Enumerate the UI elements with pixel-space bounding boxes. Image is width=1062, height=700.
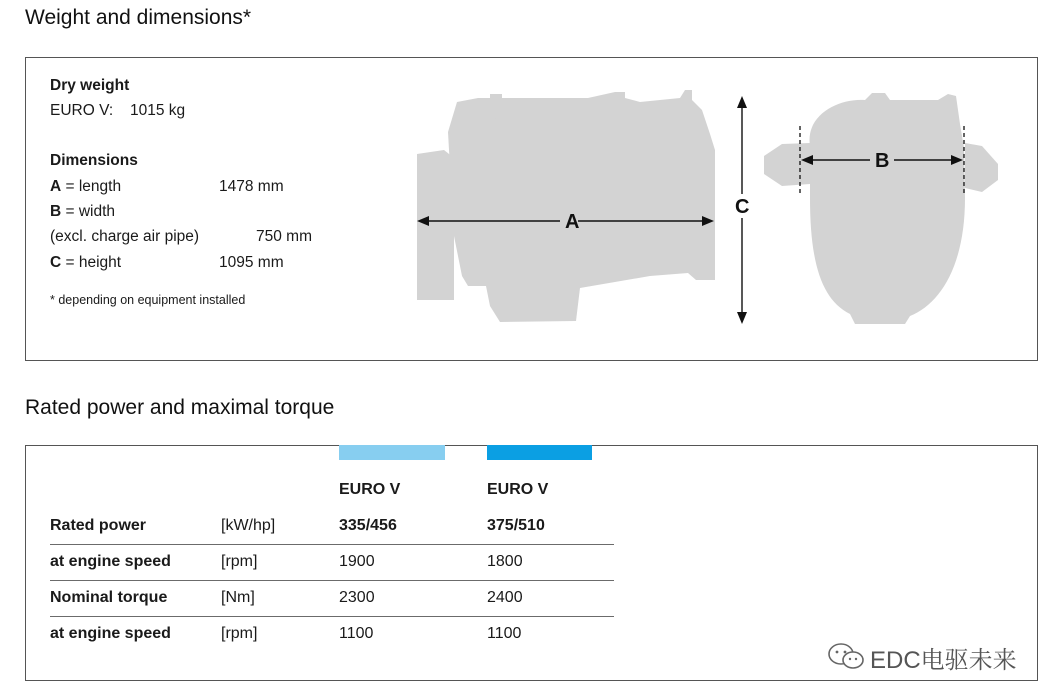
dimension-value-length: 1478 mm — [219, 178, 284, 195]
dimensions-heading: Dimensions — [50, 152, 138, 169]
row-label-rated-power: Rated power — [50, 517, 147, 534]
dry-weight-value: 1015 kg — [130, 102, 186, 119]
engine-front-view-diagram — [760, 88, 1000, 328]
row-divider — [50, 544, 614, 545]
dry-weight-heading: Dry weight — [50, 77, 130, 94]
engine-front-silhouette — [764, 93, 998, 324]
row-unit: [Nm] — [221, 589, 255, 606]
dimension-row-length — [50, 178, 121, 196]
dimension-text: = height — [61, 254, 122, 271]
dimension-key: B — [50, 203, 62, 220]
row-divider — [50, 616, 614, 617]
engine-side-view-diagram — [410, 88, 770, 328]
dry-weight-label: EURO V: — [50, 102, 114, 119]
watermark-text: EDC电驱未来 — [870, 647, 1017, 674]
row-value-col2: 1800 — [487, 553, 523, 570]
column-header-2: EURO V — [487, 481, 549, 498]
column-header-1: EURO V — [339, 481, 401, 498]
dimension-row-width — [50, 203, 115, 221]
row-label-nominal-torque: Nominal torque — [50, 589, 168, 606]
row-value-col2: 1100 — [487, 625, 522, 642]
arrowhead — [737, 312, 747, 324]
diagram-label-c: C — [735, 196, 750, 218]
engine-side-silhouette — [417, 90, 715, 322]
row-value-col1: 2300 — [339, 589, 375, 606]
row-value-col1: 1900 — [339, 553, 375, 570]
footnote: * depending on equipment installed — [50, 293, 246, 307]
row-unit: [rpm] — [221, 625, 258, 642]
row-unit: [rpm] — [221, 553, 258, 570]
dimension-key: C — [50, 254, 62, 271]
dimension-value-width: 750 mm — [256, 228, 312, 245]
wechat-icon — [826, 641, 868, 671]
row-label-engine-speed: at engine speed — [50, 553, 171, 570]
dimension-text: = length — [61, 178, 122, 195]
column-color-swatch-2 — [487, 445, 592, 460]
row-value-col1: 1100 — [339, 625, 374, 642]
row-value-col2: 375/510 — [487, 517, 545, 534]
power-section-title: Rated power and maximal torque — [25, 396, 335, 419]
dimension-text: = width — [61, 203, 116, 220]
row-value-col1: 335/456 — [339, 517, 397, 534]
row-value-col2: 2400 — [487, 589, 523, 606]
weight-section-title: Weight and dimensions* — [25, 6, 252, 29]
dimension-row-height — [50, 254, 121, 272]
dimension-value-height: 1095 mm — [219, 254, 284, 271]
row-unit: [kW/hp] — [221, 517, 276, 534]
row-label-engine-speed: at engine speed — [50, 625, 171, 642]
arrowhead — [737, 96, 747, 108]
diagram-label-a: A — [565, 211, 580, 233]
column-color-swatch-1 — [339, 445, 445, 460]
dimension-row-width-note: (excl. charge air pipe) — [50, 228, 200, 245]
row-divider — [50, 580, 614, 581]
diagram-label-b: B — [875, 150, 890, 172]
dimension-key: A — [50, 178, 62, 195]
